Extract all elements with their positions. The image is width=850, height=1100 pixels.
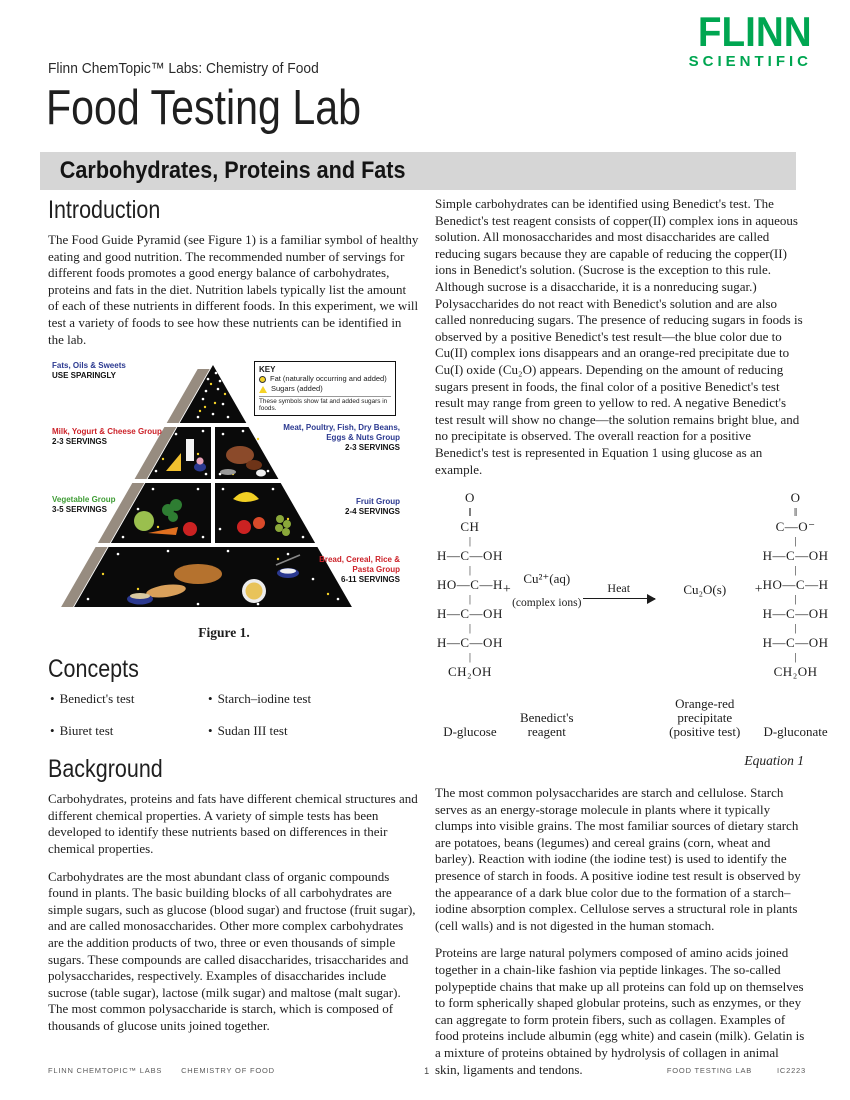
reaction-arrow (583, 489, 655, 739)
pyramid-label-milk (52, 427, 164, 447)
flinn-scientific-logo (688, 8, 812, 70)
concept-label: Sudan III test (217, 723, 288, 739)
fruit-group-servings: 2-4 SERVINGS (345, 507, 400, 517)
meat-group-servings: 2-3 SERVINGS (345, 443, 400, 453)
logo-flinn-text: FLINN (698, 8, 812, 55)
bullet-icon: • (208, 723, 213, 739)
structure-line: H—C—OH (437, 606, 503, 622)
concept-label: Biuret test (59, 723, 114, 739)
bond: | (468, 535, 472, 548)
figure-caption: Figure 1. (198, 625, 250, 641)
concepts-heading: Concepts (48, 655, 139, 684)
starch-paragraph: The most common polysaccharides are starch and cellulose. Starch serves as an energy-storage molecule in plants where it typically clumps into visible grains. The most familiar sources of dietary starch are potatoes, beans (legumes) and cereal grains (corn, wheat and barley). Reaction with iodine (the iodine test) is used to identify the presence of starch in foods. A positive iodine test result is observed by the appearance of a dark blue color due to the formation of a starch–iodine absorption complex. Cellulose serves a structural role in plants (cell walls) and is not digested in the human stomach. (435, 785, 801, 933)
footer-series: CHEMISTRY OF FOOD (181, 1066, 275, 1075)
bread-group-name: Bread, Cereal, Rice & Pasta Group (319, 555, 400, 575)
vegetable-group-name: Vegetable Group (52, 495, 116, 505)
footer-doc-code: IC2223 (777, 1066, 806, 1075)
page-title: Food Testing Lab (46, 81, 362, 135)
glucose-structure (437, 489, 503, 739)
milk-group-name: Milk, Yogurt & Cheese Group (52, 427, 162, 437)
footer-brand: FLINN CHEMTOPIC™ LABS (48, 1066, 163, 1075)
logo-scientific-text: SCIENTIFIC (688, 53, 812, 70)
bullet-icon: • (50, 723, 55, 739)
structure-line: CH₂OH (447, 664, 492, 680)
plus-sign (755, 489, 763, 739)
bread-group-servings: 6-11 SERVINGS (341, 575, 400, 585)
bond: | (468, 564, 472, 577)
background-paragraph-1: Carbohydrates, proteins and fats have different chemical structures and different chemical properties. A variety of simple tests has been developed to identify these nutrients based on differences in their chemical properties. (48, 791, 418, 856)
bond: | (794, 593, 797, 606)
structure-line: H—C—OH (762, 548, 829, 564)
equation-1-diagram (437, 489, 829, 740)
pyramid-label-meat (278, 423, 400, 453)
bond: | (794, 535, 797, 548)
structure-line: H—C—OH (437, 548, 503, 564)
fat-symbol-icon (259, 376, 266, 383)
page-number: 1 (424, 1065, 430, 1076)
arrow-heat-label: Heat (607, 580, 631, 595)
structure-line: HO—C—H (762, 577, 829, 593)
product-label: Orange-red precipitate (positive test) (669, 696, 741, 740)
structure-line: H—C—OH (762, 606, 829, 622)
bond: | (794, 564, 797, 577)
bond: | (468, 622, 472, 635)
key-title: KEY (259, 365, 276, 375)
gluconate-structure (763, 489, 829, 739)
product-formula: Cu₂O(s) (683, 582, 727, 598)
concept-item (50, 723, 208, 739)
bullet-icon: • (208, 691, 213, 707)
structure-line: H—C—OH (762, 635, 829, 651)
fats-group-servings: USE SPARINGLY (52, 371, 117, 381)
series-kicker: Flinn ChemTopic™ Labs: Chemistry of Food (48, 60, 319, 77)
reagent-formula: Cu²⁺(aq) (523, 571, 571, 587)
food-pyramid-figure (48, 359, 400, 621)
structure-line: HO—C—H (437, 577, 503, 593)
milk-group-servings: 2-3 SERVINGS (52, 437, 107, 447)
background-paragraph-2: Carbohydrates are the most abundant class of organic compounds found in plants. The basic building blocks of all carbohydrates are simple sugars, such as glucose (blood sugar) and fructose (fruit sugar), and are called monosaccharides. Other more complex carbohydrates are the addition products of two, three or even thousands of simple sugars. These compounds are called disaccharides, trisaccharides and polysaccharides, respectively. Examples of disaccharides include sucrose (table sugar), lactose (milk sugar) and maltose (malt sugar). The most common polysaccharide is starch, which is composed of thousands of glucose units joined together. (48, 868, 416, 1033)
pyramid-label-fats (52, 361, 164, 381)
structure-line: O (790, 490, 801, 506)
reagent-column (511, 489, 583, 739)
introduction-paragraph: The Food Guide Pyramid (see Figure 1) is a familiar symbol of healthy eating and good nutrition. The recommended number of servings for different foods promotes a good energy balance of carbohydrates, proteins and fats in the diet. Nutrition labels typically list the amount of each of these nutrients in different foods. In this experiment, we will test a variety of foods to see how these nutrients can be identified in the lab. (48, 232, 419, 347)
double-bond: ‖ (793, 505, 798, 520)
vegetable-group-servings: 3-5 SERVINGS (52, 505, 107, 515)
benedict-paragraph: Simple carbohydrates can be identified using Benedict's test. The Benedict's test reagent consists of copper(II) complex ions in aqueous solution. All monosaccharides and most disaccharides are called reducing sugars because they are capable of reducing the copper(II) ions in Benedict's solution. (Sucrose is the exception to this rule. Although sucrose is a disaccharide, it is a nonreducing sugar.) Polysaccharides do not react with Benedict's solution and are also called nonreducing sugars. The presence of reducing sugars in foods is observed by a positive Benedict's test result—the blue color due to Cu(II) complex ions disappears and an orange-red precipitate due to Cu(I) oxide (Cu₂O) appears. Depending on the amount of reducing sugars present in foods, the final color of a positive Benedict's test result may range from green to yellow to red. A negative Benedict's test result will show no change—the solution remains bright blue, and no precipitate is observed. The overall reaction for a positive Benedict's test is represented in Equation 1 using glucose as an example. (435, 196, 803, 477)
structure-line: CH₂OH (773, 664, 818, 680)
footer-doc-title: FOOD TESTING LAB (666, 1066, 753, 1075)
section-banner (40, 152, 796, 190)
concept-item (50, 691, 208, 707)
glucose-label: D-glucose (443, 724, 497, 740)
structure-line: CH (460, 519, 480, 535)
concept-label: Benedict's test (59, 691, 135, 707)
structure-line: O (464, 490, 475, 506)
bullet-icon: • (50, 691, 55, 707)
product-column (655, 489, 755, 739)
right-column (435, 196, 829, 1089)
footer-left (48, 1066, 291, 1075)
pyramid-key-box (254, 361, 396, 416)
plus-glyph: + (502, 582, 511, 598)
concepts-list (50, 691, 419, 739)
bond: | (794, 622, 797, 635)
footer-right (645, 1066, 806, 1075)
key-note: These symbols show fat and added sugars in foods. (259, 396, 391, 412)
double-bond: ‖ (468, 505, 472, 520)
left-column (48, 196, 419, 1089)
right-arrow-icon (583, 598, 655, 600)
sugar-symbol-icon (259, 386, 267, 393)
plus-glyph: + (754, 582, 763, 598)
structure-line: H—C—OH (437, 635, 503, 651)
page-footer (48, 1066, 806, 1075)
key-sugar-label: Sugars (added) (271, 384, 323, 394)
equation-number: Equation 1 (744, 753, 804, 769)
bond: | (468, 593, 472, 606)
pyramid-label-fruit (310, 497, 400, 517)
fruit-group-name: Fruit Group (356, 497, 400, 507)
background-heading: Background (48, 755, 163, 784)
structure-line: C—O⁻ (775, 519, 816, 535)
reagent-label: Benedict's reagent (519, 710, 574, 740)
concept-item (208, 723, 419, 739)
gluconate-label: D-gluconate (763, 724, 828, 740)
pyramid-label-vegetable (52, 495, 164, 515)
reagent-note: (complex ions) (512, 597, 582, 610)
meat-group-name: Meat, Poultry, Fish, Dry Beans, Eggs & Nuts Group (283, 423, 400, 443)
introduction-heading: Introduction (48, 196, 161, 224)
concept-item (208, 691, 419, 707)
plus-sign (503, 489, 511, 739)
proteins-paragraph: Proteins are large natural polymers composed of amino acids joined together in a chain-like fashion via peptide linkages. The so-called polypeptide chains that make up all proteins can fold up on themselves to form spherically shaped globular proteins, such as enzymes, or they can aggregate to form protein fibers, such as collagen. Examples of food proteins include albumin (egg white) and casein (milk). Gelatin is a mixture of proteins obtained by hydrolysis of collagen in animal skin, ligaments and tendons. (435, 945, 805, 1077)
key-fat-label: Fat (naturally occurring and added) (270, 374, 387, 384)
pyramid-label-bread (318, 555, 400, 585)
two-column-layout (48, 196, 829, 1089)
fats-group-name: Fats, Oils & Sweets (52, 361, 126, 371)
concept-label: Starch–iodine test (217, 691, 312, 707)
bond: | (468, 651, 472, 664)
section-banner-text: Carbohydrates, Proteins and Fats (59, 157, 406, 184)
bond: | (794, 651, 797, 664)
